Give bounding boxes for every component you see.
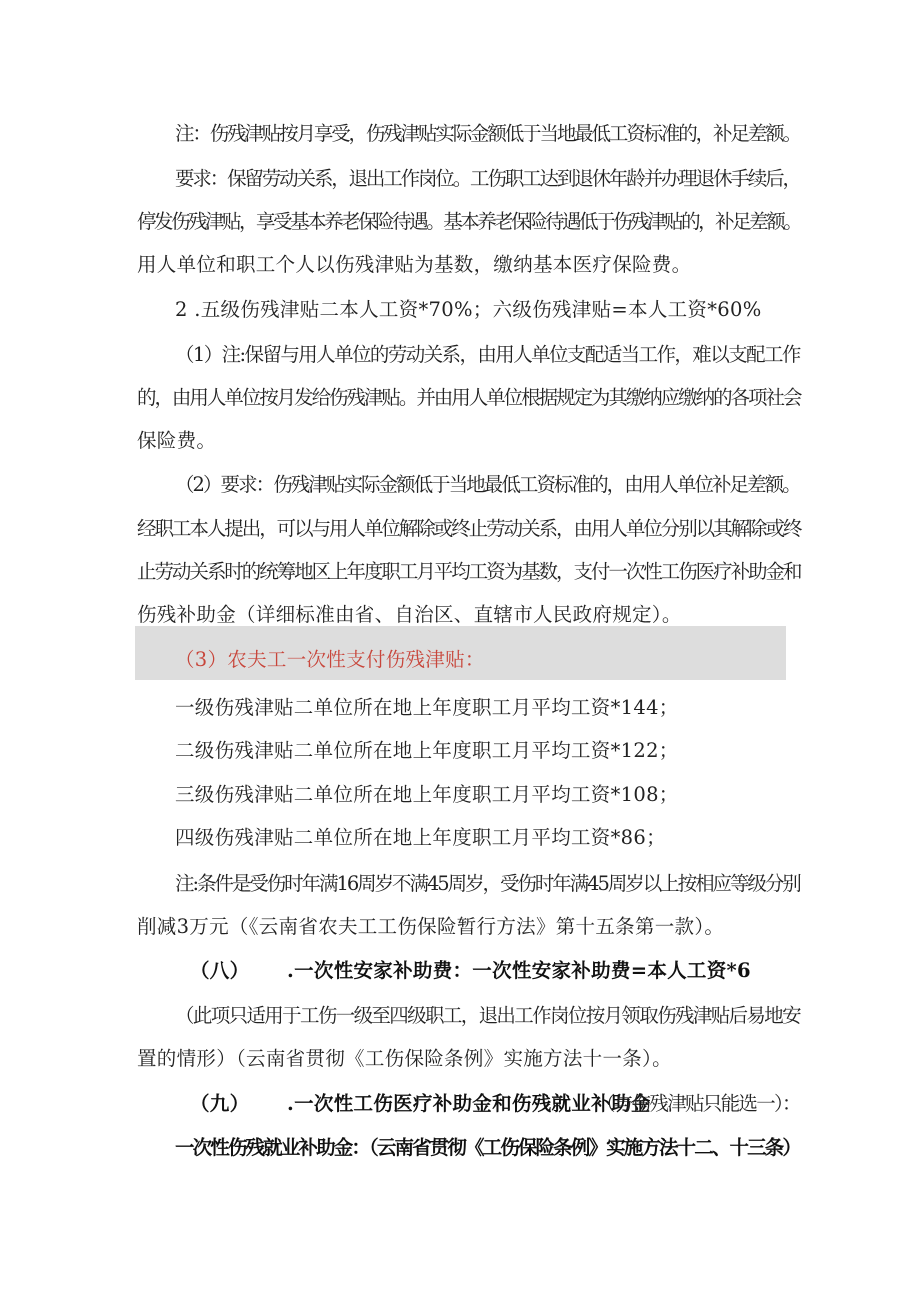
list-item: 一级伤残津贴二单位所在地上年度职工月平均工资*144； <box>175 696 679 719</box>
note-line: 削减3万元（《云南省农夫工工伤保险暂行方法》第十五条第一款）。 <box>137 915 725 938</box>
paragraph-line: 保险费。 <box>137 429 217 452</box>
section-2-heading: 2 .五级伤残津贴二本人工资*70%；六级伤残津贴=本人工资*60% <box>175 298 762 321</box>
paragraph-line: 经职工本人提出，可以与用人单位解除或终止劳动关系，由用人单位分别以其解除或终 <box>137 517 801 540</box>
section-9-number: （九） <box>190 1092 250 1115</box>
note-line: 注：伤残津贴按月享受，伤残津贴实际金额低于当地最低工资标准的，补足差额。 <box>175 122 800 145</box>
list-item: 二级伤残津贴二单位所在地上年度职工月平均工资*122； <box>175 739 679 762</box>
list-item: 三级伤残津贴二单位所在地上年度职工月平均工资*108； <box>175 783 679 806</box>
section-9-heading: .一次性工伤医疗补助金和伤残就业补助金 <box>287 1092 651 1115</box>
paragraph-line: 要求：保留劳动关系，退出工作岗位。工伤职工达到退休年龄并办理退休手续后， <box>175 167 800 190</box>
subsection-heading: 一次性伤残就业补助金：（云南省贯彻《工伤保险条例》实施方法十二、十三条） <box>175 1136 801 1159</box>
paragraph-line: （2）要求：伤残津贴实际金额低于当地最低工资标准的，由用人单位补足差额。 <box>175 473 800 496</box>
paragraph-line: （此项只适用于工伤一级至四级职工，退出工作岗位按月领取伤残津贴后易地安 <box>175 1004 801 1027</box>
paragraph-line: （1）注:保留与用人单位的劳动关系，由用人单位支配适当工作，难以支配工作 <box>175 343 800 366</box>
highlighted-heading: （3）农夫工一次性支付伤残津贴： <box>175 648 485 671</box>
paragraph-line: 置的情形）（云南省贯彻《工伤保险条例》实施方法十一条）。 <box>137 1047 672 1070</box>
paragraph-line: 的，由用人单位按月发给伤残津贴。并由用人单位根据规定为其缴纳应缴纳的各项社会 <box>137 386 801 409</box>
section-8-number: （八） <box>190 959 250 982</box>
paragraph-line: 停发伤残津贴，享受基本养老保险待遇。基本养老保险待遇低于伤残津贴的，补足差额。 <box>137 210 801 233</box>
paragraph-line: 止劳动关系时的统筹地区上年度职工月平均工资为基数，支付一次性工伤医疗补助金和 <box>137 560 801 583</box>
section-8-heading: .一次性安家补助费：一次性安家补助费=本人工资*6 <box>287 959 751 982</box>
paragraph-line: 用人单位和职工个人以伤残津贴为基数，缴纳基本医疗保险费。 <box>137 253 692 276</box>
list-item: 四级伤残津贴二单位所在地上年度职工月平均工资*86； <box>175 826 666 849</box>
note-line: 注:条件是受伤时年满16周岁不满45周岁，受伤时年满45周岁以上按相应等级分别 <box>175 872 800 895</box>
paragraph-line: 伤残补助金（详细标准由省、自治区、直辖市人民政府规定）。 <box>137 603 682 626</box>
section-9-note: （与伤残津贴只能选一）： <box>596 1092 800 1115</box>
